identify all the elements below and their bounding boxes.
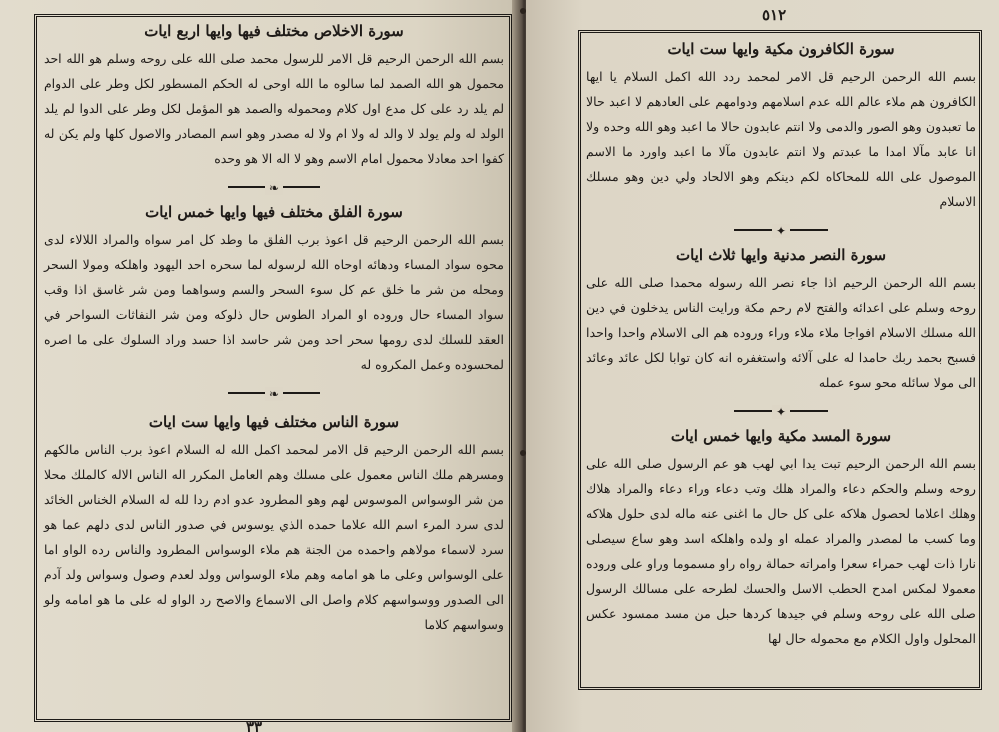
section-heading: سورة الاخلاص مختلف فيها وايها اربع ايات bbox=[144, 22, 404, 40]
section-text: بسم الله الرحمن الرحيم قل اعوذ برب الفلق ما وطد كل امر سواه والمراد اللالاء لدى محوه سواد المساء ودهائه اوحاه الله لرسوله لما سحره احد اليهود واهلكه ومولا السحر ومحله من شر ما خلق عم كل سوء السحر والسم وسواهما ومن شر غاسق اذا وقب سواد المساء حال وروده او المراد الطوس حال ذلوكه ومن شر النفاثات السواحر في العقد للسلك لدى رومها سحر احد ومن شر حاسد اذا حسد وراد السلوك على ما اصره لمحسوده وعمل المكروه له bbox=[44, 232, 504, 372]
ornament-divider: ✦ bbox=[586, 220, 976, 240]
ornament-divider: ❧ bbox=[44, 383, 504, 403]
section-an-nasr bbox=[586, 246, 976, 395]
section-heading: سورة الناس مختلف فيها وايها ست ايات bbox=[148, 413, 400, 431]
section-heading: سورة النصر مدنية وايها ثلاث ايات bbox=[675, 246, 887, 264]
section-al-falaq bbox=[44, 203, 504, 377]
right-page-content bbox=[586, 36, 976, 651]
section-al-kafirun bbox=[586, 40, 976, 214]
section-an-nas bbox=[44, 413, 504, 637]
page-number: ٣٣ bbox=[246, 718, 263, 732]
section-al-masad bbox=[586, 427, 976, 651]
section-text: بسم الله الرحمن الرحيم قل الامر لمحمد ردد الله اكمل السلام يا ايها الكافرون هم ملاء عالم الله عدم اسلامهم ودوامهم على العادهم لا اعبد حالا ما تعبدون وهو الصور والدمى ولا انتم عابدون حالا ما اعبد وهو الله وحده ولا انا عابد مآلا امدا ما عبدتم ولا انتم عابدون مآلا ما اعبد واورد ما الاسم الموصول على الله للمحاكاه لكم دينكم وهو الالحاد ولي دين وهو مسلك الاسلام bbox=[586, 69, 976, 209]
section-heading: سورة الكافرون مكية وايها ست ايات bbox=[667, 40, 895, 58]
left-page-content bbox=[44, 18, 504, 637]
ornament-divider: ❧ bbox=[44, 177, 504, 197]
section-al-ikhlas bbox=[44, 22, 504, 171]
right-page bbox=[526, 0, 999, 732]
section-text: بسم الله الرحمن الرحيم قل الامر لمحمد اكمل الله له السلام اعوذ برب الناس مالكهم ومسرهم ملك الناس معمول على مسلك وهم العامل المكرر اله الناس الاله كالملك محلا من شر الوسواس الموسوس لهم وهو المطرود عدو ادم ردا لله له السلام الخناس الخائد لدى سرد المرء اسم الله علاما حمده الذي يوسوس في صدور الناس لدى دلهم عما هو سرد لاسماء مولاهم واحمده من الجنة هم ملاء الوسواس المطرود والناس رده الواو اما على الوسواس وعلى ما هو امامه وهم ملاء الوسواس وولد لعدم وصول وسواس ولد آدم الى الصدور ووسواسهم كلام واصل الى الاسماع والاصح رد الواو له على ما هو امامه ولو وسواسهم كلاما bbox=[44, 442, 504, 632]
page-number: ٥١٢ bbox=[762, 6, 787, 24]
section-text: بسم الله الرحمن الرحيم اذا جاء نصر الله رسوله محمدا صلى الله على روحه وسلم على اعدائه والفتح لام رحم مكة ورايت الناس يدخلون في دين الله مسلك الاسلام افواجا ملاء ملاء وراء وروده هم الى الاسلام واحدا واحدا فسبح بحمد ربك حامدا له على آلائه واستغفره انه كان توابا لكل عائد وعائد الى مولا سائله محو سوء عمله bbox=[586, 275, 976, 390]
section-text: بسم الله الرحمن الرحيم تبت يدا ابي لهب هو عم الرسول صلى الله على روحه وسلم والحكم دعاء والمراد هلك وتب دعاء وراء دعاء والمراد هلاك وهلك اعلاما لحصول هلاكه على كل حال ما اغنى عنه ماله لدى حلول هلاكه وما كسب ما لمصدر والمراد عمله او ولده واهلكه اسد وهو ساع سيصلى نارا ذات لهب حمراء سعرا وامراته حمالة رواه راو مسموما وراو على وروده معمولا لمكس امدح الحطب الاسل والحسك لطرحه على مسالك الرسول صلى الله على روحه وسلم في جيدها كردها حبل من مسد ممسود عكس المحلول واول الكلام مع محموله حال لها bbox=[586, 456, 976, 646]
section-heading: سورة المسد مكية وايها خمس ايات bbox=[670, 427, 892, 445]
ornament-divider: ✦ bbox=[586, 401, 976, 421]
section-heading: سورة الفلق مختلف فيها وايها خمس ايات bbox=[145, 203, 403, 221]
section-text: بسم الله الرحمن الرحيم قل الامر للرسول محمد صلى الله على روحه وسلم هو الله احد محمول هو الله الصمد لما سالوه ما الله اوحى له الحكم المسطور لكل وطر على الدوام لم يلد رد على كل مدع اول كلام ومحموله والصمد هو المؤمل لكل وطر على الدوا لم يلد الولد له ولم يولد لا والد له ولا ام ولا له مصدر وهو اسم المصادر والاصول كلها ولم يكن له كفوا احد معادلا محمول امام الاسم وهو لا اله الا هو وحده bbox=[44, 51, 504, 166]
